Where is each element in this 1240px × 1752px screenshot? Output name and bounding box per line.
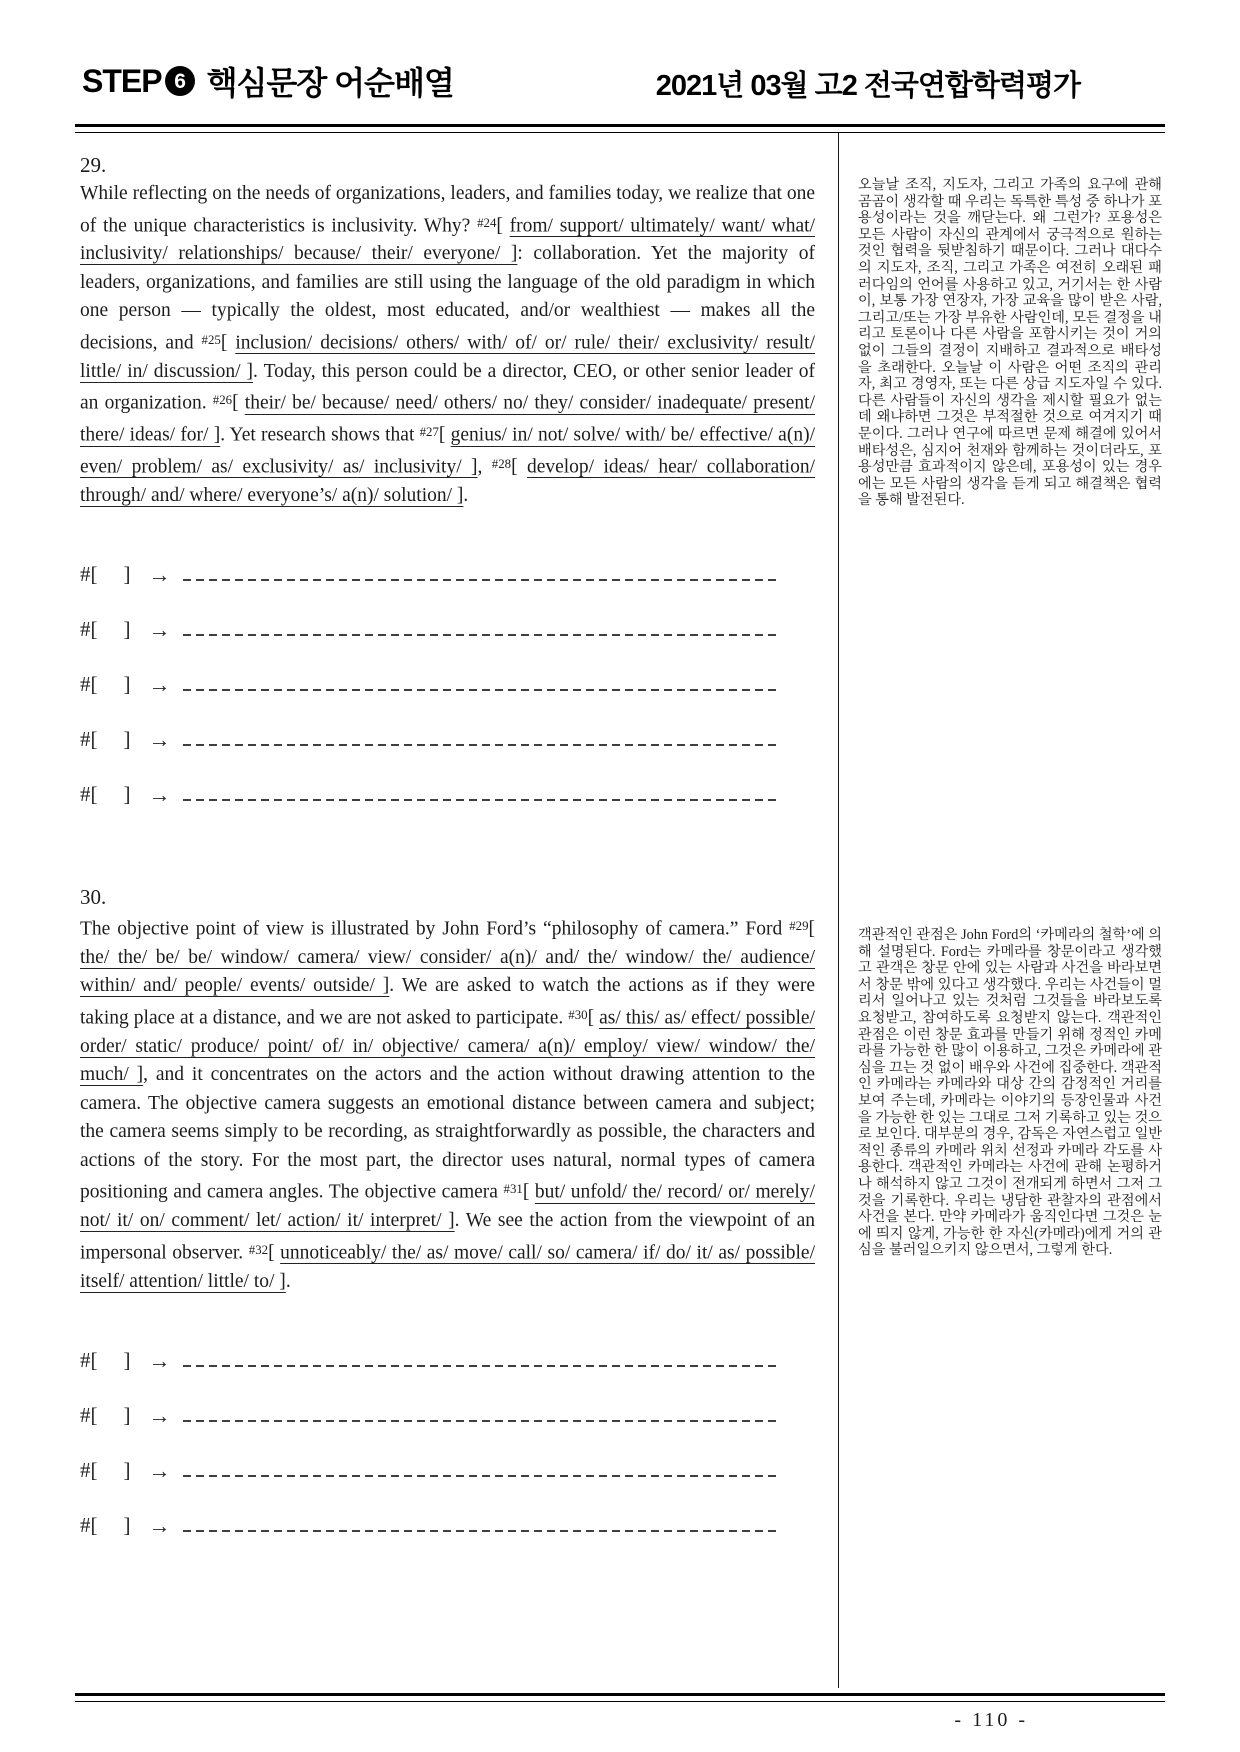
passage-segment: their/ be/ because/ need/ others/ no/ they/ consider/ inadequate/ present/ there/ ideas/ for/ ] (80, 392, 816, 446)
passage-segment: [ (438, 424, 451, 446)
question-30-passage (80, 912, 815, 1296)
passage-segment: #30 (568, 1007, 588, 1022)
answer-blank-line (183, 1530, 780, 1532)
answer-row (80, 752, 779, 807)
passage-segment: #24 (477, 215, 497, 230)
passage-segment: The objective point of view is illustrated by John Ford’s “philosophy of camera.” Ford (80, 918, 790, 940)
page-number: - 110 - (954, 1709, 1028, 1731)
passage-segment: the/ the/ be/ be/ window/ camera/ view/ consider/ a(n)/ and/ the/ window/ the/ audience/ within/ and/ people/ events/ outside/ ] (80, 946, 815, 997)
passage-segment: [ (511, 456, 527, 478)
column-divider (838, 133, 839, 1688)
passage-segment: [ (220, 332, 236, 354)
answer-row (80, 1373, 779, 1428)
answer-bracket-close: ] (123, 1348, 131, 1372)
answer-blank-line (183, 1420, 780, 1422)
answer-bracket-close: ] (123, 782, 131, 807)
answer-blank-line (183, 1365, 780, 1367)
arrow-icon: → (148, 672, 171, 698)
answer-row (80, 587, 779, 642)
passage-segment: . We see the action from the viewpoint of an impersonal observer. (80, 1210, 815, 1263)
answer-bracket-open: #[ (80, 1513, 98, 1537)
passage-segment: : collaboration. Yet the majority of leaders, organizations, and families are still using the language of the old paradigm in which one person ― typically the oldest, most educated, and/or wealthiest ― makes all the decisions, and (80, 243, 815, 354)
answer-bracket-close: ] (123, 562, 131, 587)
answer-blank-line (183, 799, 780, 801)
arrow-icon: → (148, 1348, 171, 1373)
answer-bracket-open: #[ (80, 1458, 98, 1482)
passage-segment: [ (232, 392, 245, 414)
passage-segment: unnoticeably/ the/ as/ move/ call/ so/ camera/ if/ do/ it/ as/ possible/ itself/ attention/ little/ to/ ] (80, 1242, 815, 1292)
answer-row (80, 697, 779, 752)
answer-bracket-open: #[ (80, 617, 98, 642)
passage-segment: #32 (248, 1242, 269, 1257)
question-number: 30. (80, 885, 107, 909)
translation-column (856, 133, 1165, 1688)
passage-segment: [ (522, 1181, 535, 1203)
answer-bracket-open: #[ (80, 782, 98, 807)
step-number: 6 (174, 69, 185, 93)
question-30-answers (80, 1318, 815, 1538)
passage-segment: . (285, 1270, 291, 1292)
answer-row (80, 642, 779, 697)
answer-bracket-open: #[ (80, 1348, 98, 1372)
arrow-icon: → (148, 782, 171, 808)
answer-bracket-close: ] (123, 1458, 131, 1482)
content-area (80, 133, 1165, 1688)
answer-row (80, 532, 779, 587)
question-29 (80, 151, 815, 807)
passage-segment: #28 (491, 457, 512, 471)
passage-column (80, 133, 815, 1688)
page-header (82, 58, 1165, 104)
footer-rule (75, 1693, 1165, 1702)
passage-segment: as/ this/ as/ effect/ possible/ order/ static/ produce/ point/ of/ in/ objective/ camera/ a(n)/ employ/ view/ window/ the/ much/ ] (80, 1007, 815, 1086)
passage-segment: develop/ ideas/ hear/ collaboration/ through/ and/ where/ everyone’s/ a(n)/ solution/ ] (80, 456, 816, 506)
passage-segment: genius/ in/ not/ solve/ with/ be/ effective/ a(n)/ even/ problem/ as/ exclusivity/ as/ inclusivity/ ] (80, 424, 815, 478)
answer-bracket-close: ] (123, 727, 131, 752)
question-30 (80, 883, 815, 1538)
passage-segment: [ (587, 1007, 600, 1029)
question-number: 29. (80, 153, 107, 177)
passage-segment: #27 (419, 425, 439, 440)
question-29-passage (80, 180, 815, 510)
passage-segment: . We are asked to watch the actions as if they were taking place at a distance, and we are not asked to participate. (80, 975, 815, 1029)
arrow-icon: → (148, 562, 171, 588)
answer-blank-line (183, 634, 780, 636)
answer-bracket-open: #[ (80, 1403, 98, 1427)
answer-bracket-close: ] (123, 672, 131, 697)
passage-segment: inclusion/ decisions/ others/ with/ of/ or/ rule/ their/ exclusivity/ result/ little/ in/ discussion/ ] (80, 332, 816, 382)
passage-segment: [ (808, 918, 815, 940)
passage-segment: [ (496, 214, 510, 236)
passage-segment: from/ support/ ultimately/ want/ what/ inclusivity/ relationships/ because/ their/ everyone/ ] (80, 214, 816, 265)
arrow-icon: → (148, 1403, 171, 1428)
step-label: STEP (82, 62, 162, 99)
step-title-text: 핵심문장 어순배열 (206, 65, 454, 101)
question-29-answers (80, 532, 815, 807)
answer-blank-line (183, 579, 780, 581)
answer-blank-line (183, 744, 780, 746)
answer-bracket-open: #[ (80, 727, 98, 752)
passage-segment: . Today, this person could be a director, CEO, or other senior leader of an organization. (80, 360, 815, 414)
exam-title: 2021년 03월 고2 전국연합학력평가 (655, 70, 1080, 102)
answer-bracket-open: #[ (80, 672, 98, 697)
arrow-icon: → (148, 1513, 171, 1538)
answer-bracket-close: ] (123, 617, 131, 642)
step-number-badge (165, 66, 195, 96)
passage-segment: , and it concentrates on the actors and the action without drawing attention to the camera. The objective camera suggests an emotional distance between camera and subject; the camera seems simply to be recording, as straightforwardly as possible, the characters and actions of the story. For the most part, the director uses natural, normal types of camera positioning and camera angles. The objective camera (80, 1064, 815, 1203)
passage-segment: , (477, 456, 492, 478)
passage-segment: #26 (212, 393, 233, 408)
arrow-icon: → (148, 727, 171, 753)
arrow-icon: → (148, 1458, 171, 1483)
answer-row (80, 1483, 779, 1538)
arrow-icon: → (148, 617, 171, 643)
passage-segment: . Yet research shows that (220, 424, 420, 446)
question-29-translation: 오늘날 조직, 지도자, 그리고 가족의 요구에 관해 곰곰이 생각할 때 우리는 독특한 특성 중 하나가 포용성이라는 것을 깨닫는다. 왜 그런가? 포용성은 모든 사람이 자신의 관계에서 궁극적으로 원하는 것인 협력을 뒷받침하기 때문이다. 그러나 대다수의 지도자, 조직, 그리고 가족은 여전히 오래된 패러다임의 언어를 사용하고 있고, 거기서는 한 사람이, 보통 가장 연장자, 가장 교육을 많이 받은 사람, 그리고/또는 가장 부유한 사람인데, 모든 결정을 내리고 토론이나 다른 사람을 포함시키는 것이 거의 없이 그들의 결정이 지배하고 결과적으로 배타성을 초래한다. 오늘날 이 사람은 어떤 조직의 관리자, 최고 경영자, 또는 다른 상급 지도자일 수 있다. 다른 사람들이 자신의 생각을 제시할 필요가 없는데 왜냐하면 그것은 부적절한 것으로 여겨지기 때문이다. 그러나 연구에 따르면 문제 해결에 있어서 배타성은, 심지어 천재와 함께하는 것이더라도, 포용성만큼 효과적이지 않은데, 포용성이 있는 경우에는 모든 사람의 생각을 듣게 되고 해결책은 협력을 통해 발전된다. (858, 177, 1162, 509)
header-rule (75, 124, 1165, 133)
passage-segment: but/ unfold/ the/ record/ or/ merely/ not/ it/ on/ comment/ let/ action/ it/ interpret/ ] (80, 1181, 816, 1232)
passage-segment: . (463, 484, 469, 506)
answer-bracket-open: #[ (80, 562, 98, 587)
answer-row (80, 1318, 779, 1373)
answer-blank-line (183, 1475, 780, 1477)
passage-segment: #29 (789, 919, 809, 933)
passage-segment: #31 (503, 1182, 523, 1197)
step-title (82, 58, 454, 104)
passage-segment: While reflecting on the needs of organizations, leaders, and families today, we realize that one of the unique characteristics is inclusivity. Why? (80, 183, 815, 236)
question-30-translation: 객관적인 관점은 John Ford의 ‘카메라의 철학’에 의해 설명된다. Ford는 카메라를 창문이라고 생각했고 관객은 창문 안에 있는 사람과 사건을 바라보면서 창문 밖에 있다고 생각했다. 우리는 사건들이 멀리서 일어나고 있는 것처럼 그것들을 바라보도록 요청받고, 참여하도록 요청받지 않는다. 객관적인 관점은 이런 창문 효과를 만들기 위해 정적인 카메라를 가능한 한 많이 이용하고, 그것은 카메라에 관심을 끄는 것 없이 배우와 사건에 집중한다. 객관적인 카메라는 카메라와 대상 간의 감정적인 거리를 보여 주는데, 카메라는 이야기의 등장인물과 사건을 가능한 한 있는 그대로 그저 기록하고 있는 것으로 보인다. 대부분의 경우, 감독은 자연스럽고 일반적인 종류의 카메라 위치 선정과 카메라 각도를 사용한다. 객관적인 카메라는 사건에 관해 논평하거나 해석하지 않고 그것이 전개되게 하면서 그저 그것을 기록한다. 우리는 냉담한 관찰자의 관점에서 사건을 본다. 만약 카메라가 움직인다면 그것은 눈에 띄지 않게, 가능한 한 자신(카메라)에게 거의 관심을 불러일으키지 않으면서, 그렇게 한다. (858, 927, 1162, 1259)
passage-segment: [ (268, 1242, 281, 1263)
answer-bracket-close: ] (123, 1403, 131, 1427)
answer-row (80, 1428, 779, 1483)
passage-segment: #25 (201, 332, 221, 347)
answer-blank-line (183, 689, 780, 691)
answer-bracket-close: ] (123, 1513, 131, 1537)
